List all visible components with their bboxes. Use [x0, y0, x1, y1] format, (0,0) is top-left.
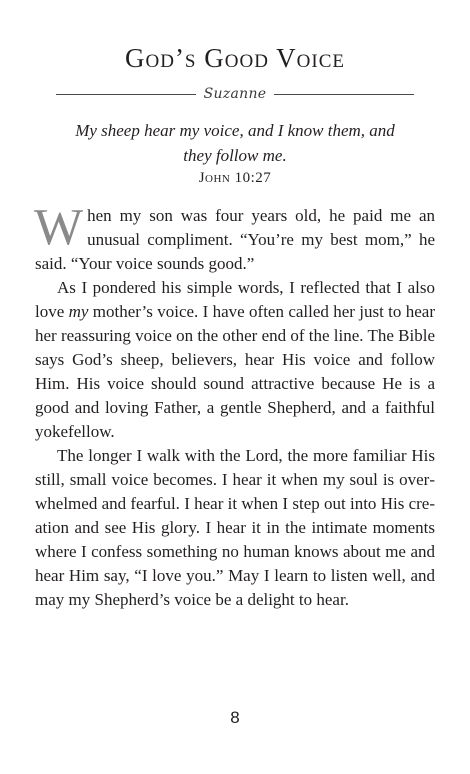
page-title: God’s Good Voice: [125, 43, 345, 73]
scripture-verse: My sheep hear my voice, and I know them, and they follow me.: [75, 121, 395, 165]
paragraph-2: [35, 276, 435, 444]
paragraph-2-text-a: As I pondered his simple words, I reflected that I also love: [35, 278, 435, 321]
drop-cap: W: [34, 199, 84, 256]
byline: [56, 84, 414, 104]
scripture-reference: John 10:27: [198, 170, 272, 186]
page-number: 8: [230, 708, 240, 727]
author-name: Suzanne: [203, 86, 267, 102]
paragraph-3: The longer I walk with the Lord, the more familiar His still, small voice becomes. I hear it when my soul is overwhelmed and fearful. I hear it when I step out into His creation and see His glory. I hear it in the intimate moments where I confess something no human knows about me and hear Him say, “I love you.” May I learn to listen well, and may my Shepherd’s voice be a delight to hear.: [35, 446, 435, 609]
devotional-body: [34, 199, 436, 612]
left-rule: [56, 94, 196, 95]
paragraph-2-emphasis: my: [68, 302, 89, 321]
right-rule: [274, 94, 414, 95]
paragraph-2-text-b: mother’s voice. I have often called her just to hear her reassuring voice on the other end of the line. The Bible says God’s sheep, believers, hear His voice and follow Him. His voice should sound attractive because He is a good and loving Father, a gentle Shepherd, and a faithful yokefellow.: [35, 302, 436, 441]
paragraph-1-text: hen my son was four years old, he paid me an unusual compliment. “You’re my best mom,” he said. “Your voice sounds good.”: [35, 206, 435, 273]
paragraph-1: [34, 199, 435, 276]
